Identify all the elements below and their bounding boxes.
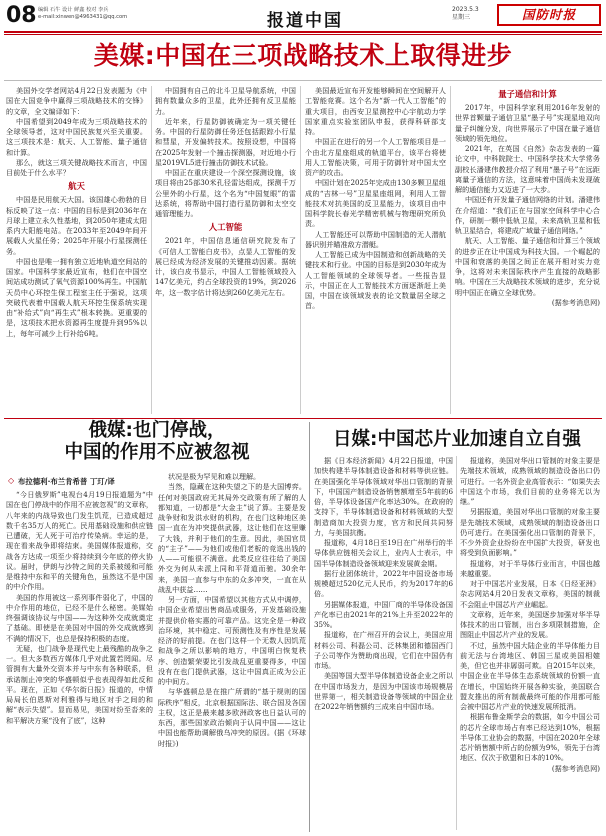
paragraph: 中国计划在2025年完成由130多颗卫星组成的“吉林一号”卫星星座组网，利用人工智能技术对抗美国的反卫星能力，该项目由中国科学院长春光学精密机械与物理研究所负责。 xyxy=(305,178,446,229)
subheading: 量子通信和计算 xyxy=(498,89,557,99)
right-article-column-1 xyxy=(314,456,453,830)
paragraph: 中国正在进行的另一个人工智能项目是一个由北方星座组成的轨道平台，该平台将使用人工智能决策，可用于防御针对中国太空资产的攻击。 xyxy=(305,137,446,177)
editor-email: e-mail:xinwen@4963431@qq.com xyxy=(38,14,128,20)
section-title: 报道中国 xyxy=(267,11,343,31)
headline-divider xyxy=(4,80,602,81)
paragraph: 根据布鲁金斯学会的数据，如今中国公司的芯片全球市场占有率已经达到10%，根据半导体工业协会的数据，中国在2020年全球芯片销售额中所占的份额为9%，领先于台湾地区、仅次于欧盟和日本的10%。 xyxy=(460,712,600,763)
left-article-byline: 布拉德利·布兰肯希普 丁玎/译 xyxy=(18,477,115,486)
editor-names: 编辑 石牛 设计 鲜鑫 校对 李兵 xyxy=(38,7,109,13)
paragraph: 美国等国大型半导体制造设备企业之所以在中国市场发力，是因为中国该市场规模居世界第一，相关制造设备等领域的中国企业在2022年销售额约三成来自中国市场。 xyxy=(314,671,453,711)
left-article-column-2 xyxy=(158,472,306,830)
column-divider xyxy=(450,86,451,414)
paragraph: “今日俄罗斯”电视台4月19日报道题为“中国在也门停战中的作用不应被忽视”的文章称，八年来的内战导致也门发生饥荒，已造成超过数千名35万人的死亡。民用基础设施和供应链已遭破，无人死于可治疗传染病。幸运的是，现在看来战争即将结束。美国媒体报道称，交战各方达成一项至少将持续到今年底的停火协议。届时，伊朗与沙特之间的关系被缓和可能是维持中东和平的关键角色，虽然这不是中国的中介作用。 xyxy=(6,490,153,592)
page-number: 08 xyxy=(6,3,37,28)
main-article-column-4 xyxy=(455,86,600,414)
right-article-column-2 xyxy=(460,456,600,830)
paragraph: 人工智能已成为中国制造和创新战略的关键技术和行业。中国的目标是到2030年成为人工智能领域的全球领导者。一些报告显示，中国正在人工智能技术方面逐渐赶上美国，中国在该领域发表的论文数量居全球之首。 xyxy=(305,250,446,311)
subheading: 人工智能 xyxy=(208,222,243,233)
paragraph: 2021年，在英国《自然》杂志发表的一篇论文中，中科院院士、中国科学技术大学常务副校长潘建伟教授介绍了利用“墨子号”在远距离量子通信的方法，这意味着中国尚未发现破解的通信能力又迈进了一大步。 xyxy=(455,144,600,194)
source-credit: (据参考消息网) xyxy=(551,763,600,773)
column-divider xyxy=(456,456,457,830)
main-article-column-2 xyxy=(155,86,296,414)
main-article-column-3 xyxy=(305,86,446,414)
paragraph: 人工智能还可以帮助中国制造的无人潜航器识别并瞄准敌方潜艇。 xyxy=(305,229,446,249)
left-article-column-1 xyxy=(6,490,153,830)
paragraph: 文章称，近年来，美国逐步加强对华半导体技术的出口管制，出台多项限制措施，企图阻止中国芯片产业的发展。 xyxy=(460,609,600,640)
subheading: 航天 xyxy=(68,181,85,192)
right-article-headline: 日媒:中国芯片业加速自立自强 xyxy=(333,429,581,450)
paragraph: 据《日本经济新闻》4月22日报道，中国加快构建半导体制造设备和材料等供应链。在美国强化半导体领域对华出口管制的背景下，中国国产制造设备销售额增至5年前的6倍，半导体设备国产化率达30%。在政府的支持下，半导体制造设备和材料领域的大型制造商加大投资力度，官方和民间共同努力，与美国抗衡。 xyxy=(314,456,453,537)
paragraph: 不过，虽然中国大陆企业的半导体能力目前无法与台湾地区、韩国三星或美国相媲美，但它也并非孱弱可欺。自2015年以来，中国企业在半导体生态系统领域的份额一直在增长，中国始终开展各种实验，美国联合盟友推出的所有制裁最终可能的作用都可能会被中国芯片产业的快速发展所抵消。 xyxy=(460,640,600,711)
left-article-headline xyxy=(4,420,310,464)
paragraph: 另一方面，中国希望以其他方式从中调停，中国企业希望出售商品或服务，开发基础设施并提供价格实惠的可靠产品。这完全是一种政治环境，其中稳定、可预测性及有序性是发展经济的好前提。在也门这样一个无数人因饥荒和战争之所以影响的地方，中国明白恢复秩序、创造繁荣要比引发战乱更重要得多，中国没有在也门提供武器，这让中国真正成为公正的中间方。 xyxy=(158,595,306,686)
paragraph: 报道称，4月18日至19日在广州举行的半导体供应链相关会议上，业内人士表示，中国半导体制造设备领域迎来发展黄金期。 xyxy=(314,538,453,568)
paragraph: 中国是民用航天大国。该国雄心勃勃的目标反映了这一点：中国的目标是到2036年在月球上建立永久性基地，到2050年建成太阳系内大阳能电站。在2033年至2049年间开展载人火星任务；2025年开展小行星探测任务。 xyxy=(6,195,147,256)
newspaper-logo: 国防时报 xyxy=(497,4,601,26)
paragraph: 中国拥有自己的北斗卫星导航系统，中国拥有数量众多的卫星，此外还拥有反卫星能力。 xyxy=(155,86,296,116)
paragraph: 报道称，对于半导体行业而言，中国也越来越重要。 xyxy=(460,558,600,578)
paragraph: 美国的作用被这一系列事件弱化了，中国的中介作用的地位，已经不是什么秘密。美媒始终强调该协议与中国——为这种外交成就奠定了基础。即使是在美国对中国的外交成就感到不满的情况下，也总是保持积极的态度。 xyxy=(6,592,153,643)
paragraph: 美国外交学者网站4月22日发表题为《中国在大国竞争中赢得三项战略技术的交锋》的文章，全文编译如下： xyxy=(6,86,147,116)
paragraph: 那么，就这三项关键战略技术而言，中国目前处于什么水平？ xyxy=(6,157,147,177)
issue-date xyxy=(452,6,479,22)
paragraph: 近年来，行星防御被确定为一项关键任务。中国的行星防御任务还包括跟踪小行星和彗星，开发偏转技术。按照设想，中国将在2025年发射一个撞击探测器，对近地小行星2019VL5进行撞击防御技术试验。 xyxy=(155,116,296,167)
paragraph: 美国最近宣布开发能够瞬间在空间解开人工智能竞赛。这个名为“新一代人工智能”的重大项目，由西安卫星测控中心宇航动力学国家重点实验室团队申报，获得科研部支持。 xyxy=(305,86,446,136)
paragraph: 无疑，也门战争是现代史上最残酷的战争之一。但大多数西方媒体几乎对此置若罔闻。尽管拥有大量外交资本并与中东有各种联系，但承诺制止冲突的华盛顿似乎也表现得如此反和平。现在，正如《华尔街日报》报道的，中情局局长伯恩斯对利雅得与地区对手之间的和解“表示失望”。显而易见，美国对纷至沓来的和平解决方案“没有了底”，这种 xyxy=(6,643,153,725)
header-divider-thin xyxy=(4,34,602,35)
paragraph: 航天、人工智能、量子通信和计算三个领域的进步正在让中国成为科技大国。一个崛起的中国和衰落的美国之间正在展开相对实力竞争，这将对未来国际秩序产生直接的战略影响。中国在三大战略技术领域的进步，充分说明中国正在确立全球优势。 xyxy=(455,236,600,297)
paragraph: 另据报道，美国对华出口管制的对象主要是先端技术领域，成熟领域的制造设备出口仍可进行。在美国强化出口管制的背景下，不少外资企业纷纷在中国扩大投资，研发也将受到负面影响。” xyxy=(460,507,600,558)
paragraph: 中国希望到2049年成为三项战略技术的全球领导者，这对中国民族复兴至关重要。这三项技术是：航天、人工智能、量子通信和计算。 xyxy=(6,116,147,157)
main-headline: 美媒:中国在三项战略技术上取得进步 xyxy=(93,41,513,70)
date-value: 2023.5.3 xyxy=(452,6,479,13)
column-divider xyxy=(151,86,152,414)
paragraph: 中国还有开发量子通信网络的计划。潘建伟在介绍道：“我们正在与国家空间科学中心合作，研制一颗中低轨卫星，未来高轨卫星和低轨卫星结合，将建成广域量子通信网络。” xyxy=(455,195,600,235)
weekday: 星期三 xyxy=(452,14,471,21)
source-credit: (据参考消息网) xyxy=(551,297,600,307)
editor-credits xyxy=(38,7,127,21)
paragraph: 状况是极为罕见和难以理解。 xyxy=(167,472,261,481)
paragraph: 与华盛顿总是在推广所谓的“基于规则的国际秩序”相反，北京根据国际法、联合国及各国主权，这正是最来越多欧洲政客也日益认可的东西，那些国家政治倾向于认同中国——这让中国也能帮助调解俄乌冲突的原因。(据《环球时报》) xyxy=(158,687,306,748)
paragraph: 2017年，中国科学家利用2016年发射的世界首颗量子通信卫星“墨子号”实现星地双向量子纠缠分发，向世界展示了中国在量子通信领域的领先地位。 xyxy=(455,103,600,143)
left-headline-line-2: 中国的作用不应被忽视 xyxy=(64,442,250,463)
left-headline-line-1: 俄媒:也门停战， xyxy=(88,420,226,441)
article-divider xyxy=(309,422,310,832)
diamond-icon: ◇ xyxy=(8,476,15,485)
paragraph: 据行业团体统计，2022年中国设备市场规模超过520亿元人民币，约为2017年的6倍。 xyxy=(314,568,453,599)
column-divider xyxy=(300,86,301,414)
paragraph: 报道称，美国对华出口管制的对象主要是先端技术领域，成熟领域的制造设备出口仍可进行。一名外资企业高管表示：“如果失去中国这个市场，我们目前的业务将无以为继。” xyxy=(460,456,600,506)
section-divider xyxy=(4,418,602,419)
paragraph: 2021年，中国信息通信研究院发布了《可信人工智能白皮书》，点显人工智能的发展已经成为经济发展的关键推动因素。据统计，该白皮书显示，中国人工智能领域投入147亿美元，约占全球投资的19%，到2026年，这一数字估计将达到260亿美元左右。 xyxy=(155,236,296,297)
paragraph: 对于中国芯片业发展，日本《日经亚洲》杂志网站4月20日发表文章称，美国的制裁不会阻止中国芯片产业崛起。 xyxy=(460,579,600,609)
paragraph: 报道称，在广州召开的会议上，美国应用材料公司、科磊公司、泛林集团和德国西门子公司等作为赞助商出现，它们在中国仍有市场。 xyxy=(314,630,453,670)
paragraph: 中国正在重庆建设一个深空探测设施，该项目将由25部30米孔径雷达组成，探测千万公里外的小行星，这个名为“中国复眼”的雷达系统，将帮助中国打造行星防御和太空交通管理能力。 xyxy=(155,168,296,218)
paragraph: 另据媒体报道，中国厂商的半导体设备国产化率已由2021年的21%上升至2022年的35%。 xyxy=(314,599,453,629)
paragraph: 中国也是唯一拥有独立近地轨道空间站的国家。中国科学家最近宣布，他们在中国空间站成功测试了氧气资源100%再生。中国航天员中心环控生保工程室主任于强说，这项突破代表着中国载人航天环控生保系统实现由“补给式”向“再生式”根本转换。更重要的是，这项技术把水资源再生度提升到95%以上，每年可减少上行补给6吨。 xyxy=(6,256,147,338)
header-divider xyxy=(4,31,602,33)
main-article-column-1 xyxy=(6,86,147,414)
paragraph: 当然，隐藏在这种失望之下的是大国博弈。任何对美国政府无其局外交政策有所了解的人都知道，一切都是“大金主”说了算。主要是发战争财和发洪水财的机构，在也门这种地区美国一直在为冲突提供武器，这让他们在这里赚了大钱，并利于他们的生意。因此，美国官员的“主子”——为他们或他们老板的竞选出钱的人——可能很不满意。此类反应往往给了美国外交为何从未派上同和平背道而驰。30余年来，美国一直参与中东的众多冲突，一直在从战乱中获益…… xyxy=(158,482,306,594)
